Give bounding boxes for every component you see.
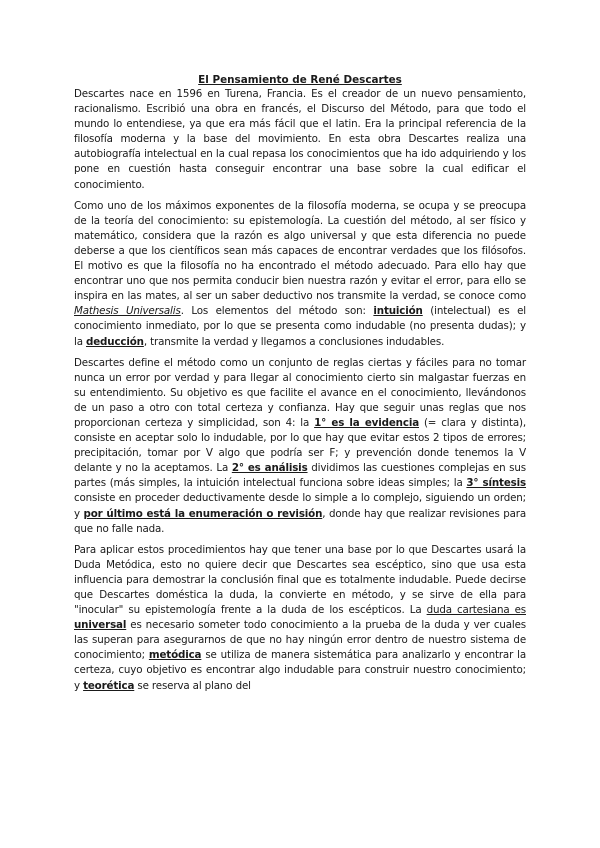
text-run: (= clara y distinta), consiste en aceptar solo lo indudable, por lo que hay que evitar estos 2 tipos de errores; precipitación, tomar por V algo que podría ser F; y prevención donde tenemos la V delante y no la aceptamos. La (74, 416, 526, 475)
text-run: es necesario someter todo conocimiento a la prueba de la duda y ver cuales las superan para asegurarnos de que no hay ningún error dentro de nuestro sistema de conocimiento; (74, 619, 526, 662)
term-evidencia: 1° es la evidencia (314, 416, 419, 429)
text-run: (intelectual) es el conocimiento inmediato, por lo que se presenta como indudable (no presenta dudas); y la (74, 305, 526, 348)
text-run: se reserva al plano del (134, 679, 251, 692)
term-deduccion: deducción (86, 335, 144, 348)
text-run: Descartes define el método como un conjunto de reglas ciertas y fáciles para no tomar nunca un error por verdad y para llegar al conocimiento cierto sin malgastar fuerzas en su entendimiento. Su objetivo es que facilite el avance en el conocimiento, llevándonos de un paso a otro con total certeza y confianza. Hay que seguir unas reglas que nos proporcionan certeza y simplicidad, son 4: la (74, 356, 526, 429)
paragraph-duda (74, 543, 526, 694)
text-run: dividimos las cuestiones complejas en sus partes (más simples, la intuición intelectual funciona sobre ideas simples; la (74, 462, 526, 490)
page-title: El Pensamiento de René Descartes (198, 74, 402, 86)
text-run: , donde hay que realizar revisiones para que no falle nada. (74, 507, 526, 535)
text-run: . Los elementos del método son: (180, 305, 374, 318)
text-run: Como uno de los máximos exponentes de la filosofía moderna, se ocupa y se preocupa de la teoría del conocimiento: su epistemología. La cuestión del método, al ser físico y matemático, considera que la razón es algo universal y que esta diferencia no puede deberse a que los científicos sean más capaces de encontrar verdades que los filósofos. El motivo es que la filosofía no ha encontrado el método adecuado. Para ello hay que encontrar uno que nos permita conducir bien nuestra razón y evitar el error, para ello se inspira en las mates, al ser un saber deductivo nos transmite la verdad, se conoce como (74, 199, 526, 303)
text-run: se utiliza de manera sistemática para analizarlo y encontrar la certeza, cuyo objetivo es encontrar algo indudable para construir nuestro conocimiento; y (74, 649, 526, 692)
term-duda-cartesiana: duda cartesiana es (426, 604, 526, 617)
term-universal: universal (74, 619, 127, 632)
term-analisis: 2° es análisis (231, 462, 308, 475)
text-run: Descartes nace en 1596 en Turena, Francia. Es el creador de un nuevo pensamiento, racionalismo. Escribió una obra en francés, el Discurso del Método, para que todo el mundo lo entendiese, ya que era más fácil que el latin. Era la principal referencia de la filosofía moderna y la base del movimiento. En esta obra Descartes realiza una autobiografía intelectual en la cual repasa los conocimientos que ha ido adquiriendo y los pone en cuestión hasta conseguir encontrar una base sobre la cual edificar el conocimiento. (74, 88, 526, 191)
term-enumeracion: por último está la enumeración o revisión (83, 507, 323, 520)
paragraph-rules (74, 356, 526, 537)
term-metodica: metódica (148, 649, 202, 662)
paragraph-intro (74, 87, 526, 193)
text-run: consiste en proceder deductivamente desde lo simple a lo complejo, siguiendo un orden; y (74, 492, 526, 520)
paragraph-method (74, 199, 526, 350)
term-sintesis: 3° síntesis (466, 477, 527, 490)
text-run: , transmite la verdad y llegamos a conclusiones indudables. (143, 335, 445, 348)
term-mathesis-universalis: Mathesis Universalis (74, 305, 181, 318)
term-teoretica: teorética (83, 679, 135, 692)
text-run: Para aplicar estos procedimientos hay que tener una base por lo que Descartes usará la Duda Metódica, esto no quiere decir que Descartes sea escéptico, sino que usa esta influencia para demostrar la conclusión final que es totalmente indudable. Puede decirse que Descartes doméstica la duda, la convierte en método, y se sirve de ella para "inocular" su epistemología frente a la duda de los escépticos. La (74, 543, 526, 617)
term-intuicion: intuición (373, 305, 423, 318)
